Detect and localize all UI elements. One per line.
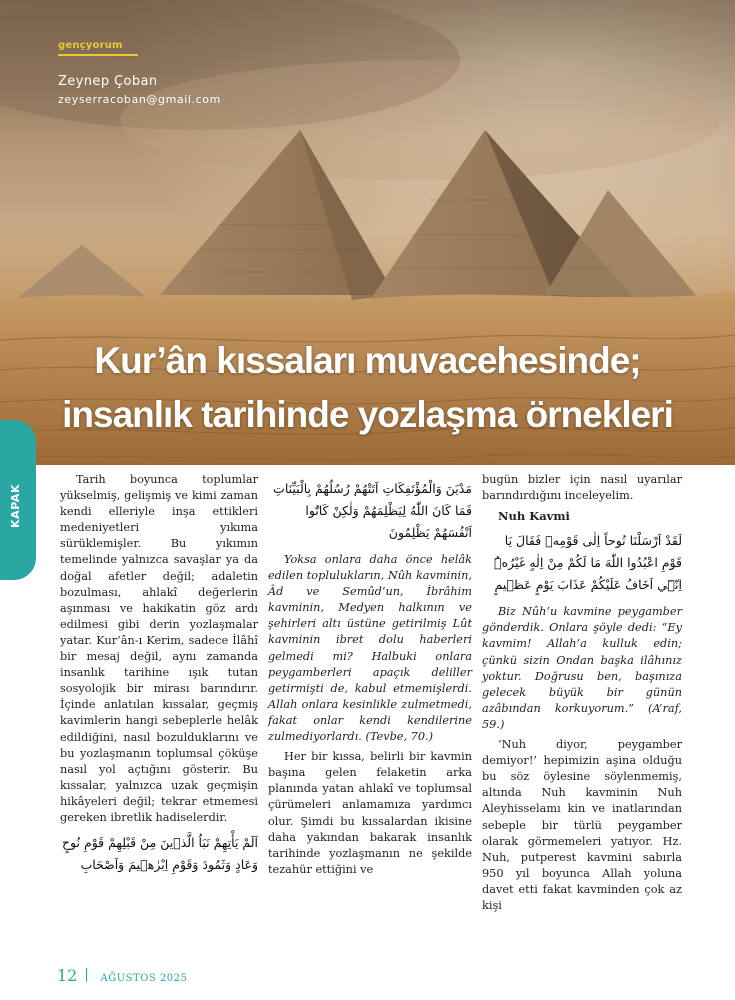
- footer-divider: [86, 968, 87, 982]
- paragraph: Tarih boyunca toplumlar yükselmiş, gelişmiş ve kimi zaman kendi elleriyle inşa ettikleri medeniyetleri yıkıma sürüklemişler. Bu yıkımın temelinde yalnızca savaşlar ya da doğal afetler değil; adaletin bozulması, ahlakî değerlerin aşınması ve hakikatin göz ardı edilmesi gibi derin yozlaşmalar yatar. Kur’ân-ı Kerim, sadece İlâhî bir mesaj değil, aynı zamanda insanlık tarihine ışık tutan sosyolojik bir mirası barındırır. İçinde anlatılan kıssalar, geçmiş kavimlerin hangi sebeplerle helâk edildiğini, nasıl bozulduklarını ve bu yozlaşmanın toplumsal çöküşe nasıl yol açtığını gösterir. Bu kıssalar, yalnızca uzak geçmişin hikâyeleri değil; tekrar etmemesi gereken ibretlik hadiselerdir.: [60, 473, 258, 824]
- paragraph: ‘Nuh diyor, peygamber demiyor!’ hepimizin aşina olduğu bu söz öylesine söylenmemiş, altında Nuh kavminin Nuh Aleyhisselamı kin ve inatlarından sebeple bir türlü peygamber olarak görmemeleri yatıyor. Hz. Nuh, putperest kavmini sabırla 950 yıl boyunca Allah yoluna davet etti fakat kavminden çok az kişi: [482, 738, 682, 912]
- arabic-verse: لَقَدْ اَرْسَلْنَا نُوحاً اِلٰى قَوْمِهٖ فَقَالَ يَا قَوْمِ اعْبُدُوا اللّٰهَ مَا لَكُمْ مِنْ اِلٰهٍ غَيْرُهُۜ اِنّٖٓي اَخَافُ عَلَيْكُمْ عَذَابَ يَوْمٍ عَظٖيمٍ: [494, 533, 682, 593]
- magazine-logo: gençyorum: [58, 40, 123, 51]
- text-column-2: [268, 472, 472, 882]
- article-title-line-2: insanlık tarihinde yozlaşma örnekleri: [62, 394, 673, 435]
- verse-translation: Yoksa onlara daha önce helâk edilen toplulukların, Nûh kavminin, Âd ve Semûd’un, İbrâhim kavminin, Medyen halkının ve şehirleri altı üstüne getirilmiş Lût kavminin ibret dolu haberleri gelmedi mi? Halbuki onlara peygamberleri apaçık deliller getirmişti de, kabul etmemişlerdi. Allah onlara kesinlikle zulmetmedi, fakat onlar kendi kendilerine zulmediyorlardı. (Tevbe, 70.): [268, 553, 472, 744]
- text-column-3: [482, 472, 682, 918]
- paragraph: bugün bizler için nasıl uyarılar barındırdığını inceleyelim.: [482, 473, 682, 503]
- section-heading: Nuh Kavmi: [498, 509, 570, 524]
- arabic-verse: مَدْيَنَ وَالْمُؤْتَفِكَاتِ اَتَتْهُمْ رُسُلُهُمْ بِالْبَيِّنَاتِ فَمَا كَانَ اللّٰهُ لِيَظْلِمَهُمْ وَلٰكِنْ كَانُٓوا اَنْفُسَهُمْ يَظْلِمُونَ: [273, 481, 472, 540]
- author-email[interactable]: zeyserracoban@gmail.com: [58, 93, 221, 106]
- logo-underline: [58, 54, 138, 56]
- article-title-line-1: Kur’ân kıssaları muvacehesinde;: [94, 340, 641, 381]
- paragraph: Her bir kıssa, belirli bir kavmin başına gelen felaketin arka planında yatan ahlakî ve toplumsal çürümeleri anlamamıza yardımcı olur. Şimdi bu kıssalardan ikisine daha yakından bakarak insanlık tarihinde yozlaşmanın ne şekilde tezahür ettiğini ve: [268, 750, 472, 876]
- page-footer: [57, 966, 187, 985]
- arabic-verse: اَلَمْ يَأْتِهِمْ نَبَاُ الَّذٖينَ مِنْ قَبْلِهِمْ قَوْمِ نُوحٍ وَعَادٍ وَثَمُودَ وَقَوْمِ اِبْرٰهٖيمَ وَاَصْحَابِ: [61, 835, 258, 873]
- author-name: Zeynep Çoban: [58, 74, 158, 89]
- section-tab-label: KAPAK: [9, 483, 22, 528]
- page-number: 12: [57, 966, 78, 985]
- verse-translation: Biz Nûh’u kavmine peygamber gönderdik. Onlara şöyle dedi: “Ey kavmim! Allah’a kulluk edin; çünkü sizin Ondan başka ilâhınız yoktur. Doğrusu ben, başınıza gelecek büyük bir günün azâbından korkuyorum.” (A’raf, 59.): [482, 605, 682, 731]
- text-column-1: [60, 472, 258, 884]
- issue-date: AĞUSTOS 2025: [100, 973, 188, 984]
